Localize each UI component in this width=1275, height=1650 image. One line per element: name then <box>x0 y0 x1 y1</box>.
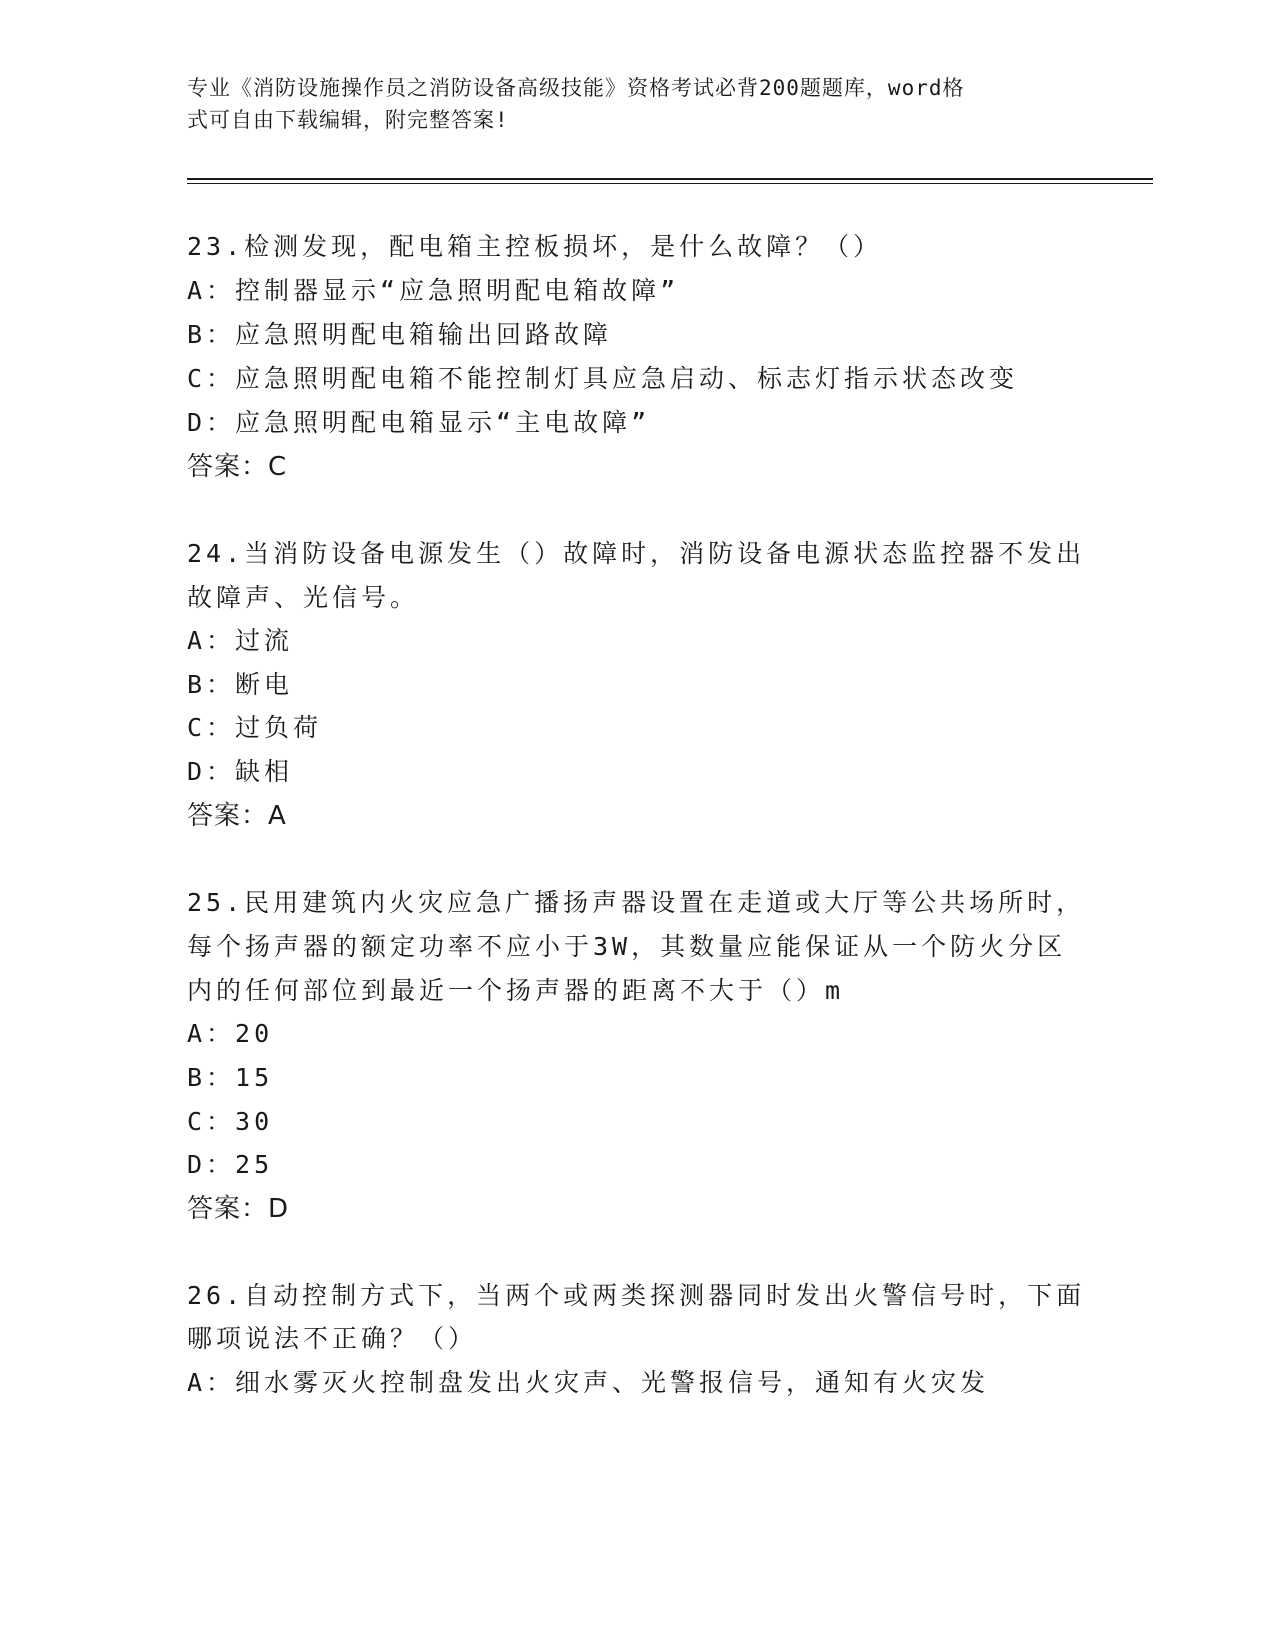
question-23-option-c: C：应急照明配电箱不能控制灯具应急启动、标志灯指示状态改变 <box>187 364 1019 393</box>
question-25-stem-line-2: 每个扬声器的额定功率不应小于3W，其数量应能保证从一个防火分区 <box>187 932 1067 961</box>
question-24-option-d: D：缺相 <box>187 757 294 786</box>
question-26-option-a: A：细水雾灭火控制盘发出火灾声、光警报信号，通知有火灾发 <box>187 1368 990 1397</box>
question-24-option-c: C：过负荷 <box>187 713 323 742</box>
question-24-stem-line-1: 24.当消防设备电源发生（）故障时，消防设备电源状态监控器不发出 <box>187 539 1086 568</box>
question-23-stem: 23.检测发现，配电箱主控板损坏，是什么故障？（） <box>187 232 883 261</box>
question-25-option-d: D：25 <box>187 1150 274 1179</box>
question-23-option-d: D：应急照明配电箱显示“主电故障” <box>187 408 651 437</box>
question-24-option-a: A：过流 <box>187 626 294 655</box>
question-24-stem-line-2: 故障声、光信号。 <box>187 583 420 612</box>
header-line-2: 式可自由下载编辑，附完整答案! <box>187 108 509 132</box>
question-23-answer: 答案：C <box>187 452 288 482</box>
question-25-stem-line-3: 内的任何部位到最近一个扬声器的距离不大于（）m <box>187 976 845 1005</box>
question-23-option-b: B：应急照明配电箱输出回路故障 <box>187 320 613 349</box>
question-26-stem-line-2: 哪项说法不正确？（） <box>187 1324 478 1353</box>
question-25-stem-line-1: 25.民用建筑内火灾应急广播扬声器设置在走道或大厅等公共场所时， <box>187 888 1086 917</box>
header-divider-thin <box>187 183 1153 184</box>
document-header <box>187 72 1067 136</box>
question-25-option-c: C：30 <box>187 1107 274 1136</box>
question-24-answer: 答案：A <box>187 801 287 831</box>
question-23-option-a: A：控制器显示“应急照明配电箱故障” <box>187 276 680 305</box>
question-25-answer: 答案：D <box>187 1194 290 1224</box>
question-25-option-a: A：20 <box>187 1019 274 1048</box>
header-line-1: 专业《消防设施操作员之消防设备高级技能》资格考试必背200题题库，word格 <box>187 76 965 100</box>
question-24-option-b: B：断电 <box>187 670 294 699</box>
question-26-stem-line-1: 26.自动控制方式下，当两个或两类探测器同时发出火警信号时，下面 <box>187 1281 1086 1310</box>
header-divider-thick <box>187 178 1153 180</box>
question-25-option-b: B：15 <box>187 1063 274 1092</box>
